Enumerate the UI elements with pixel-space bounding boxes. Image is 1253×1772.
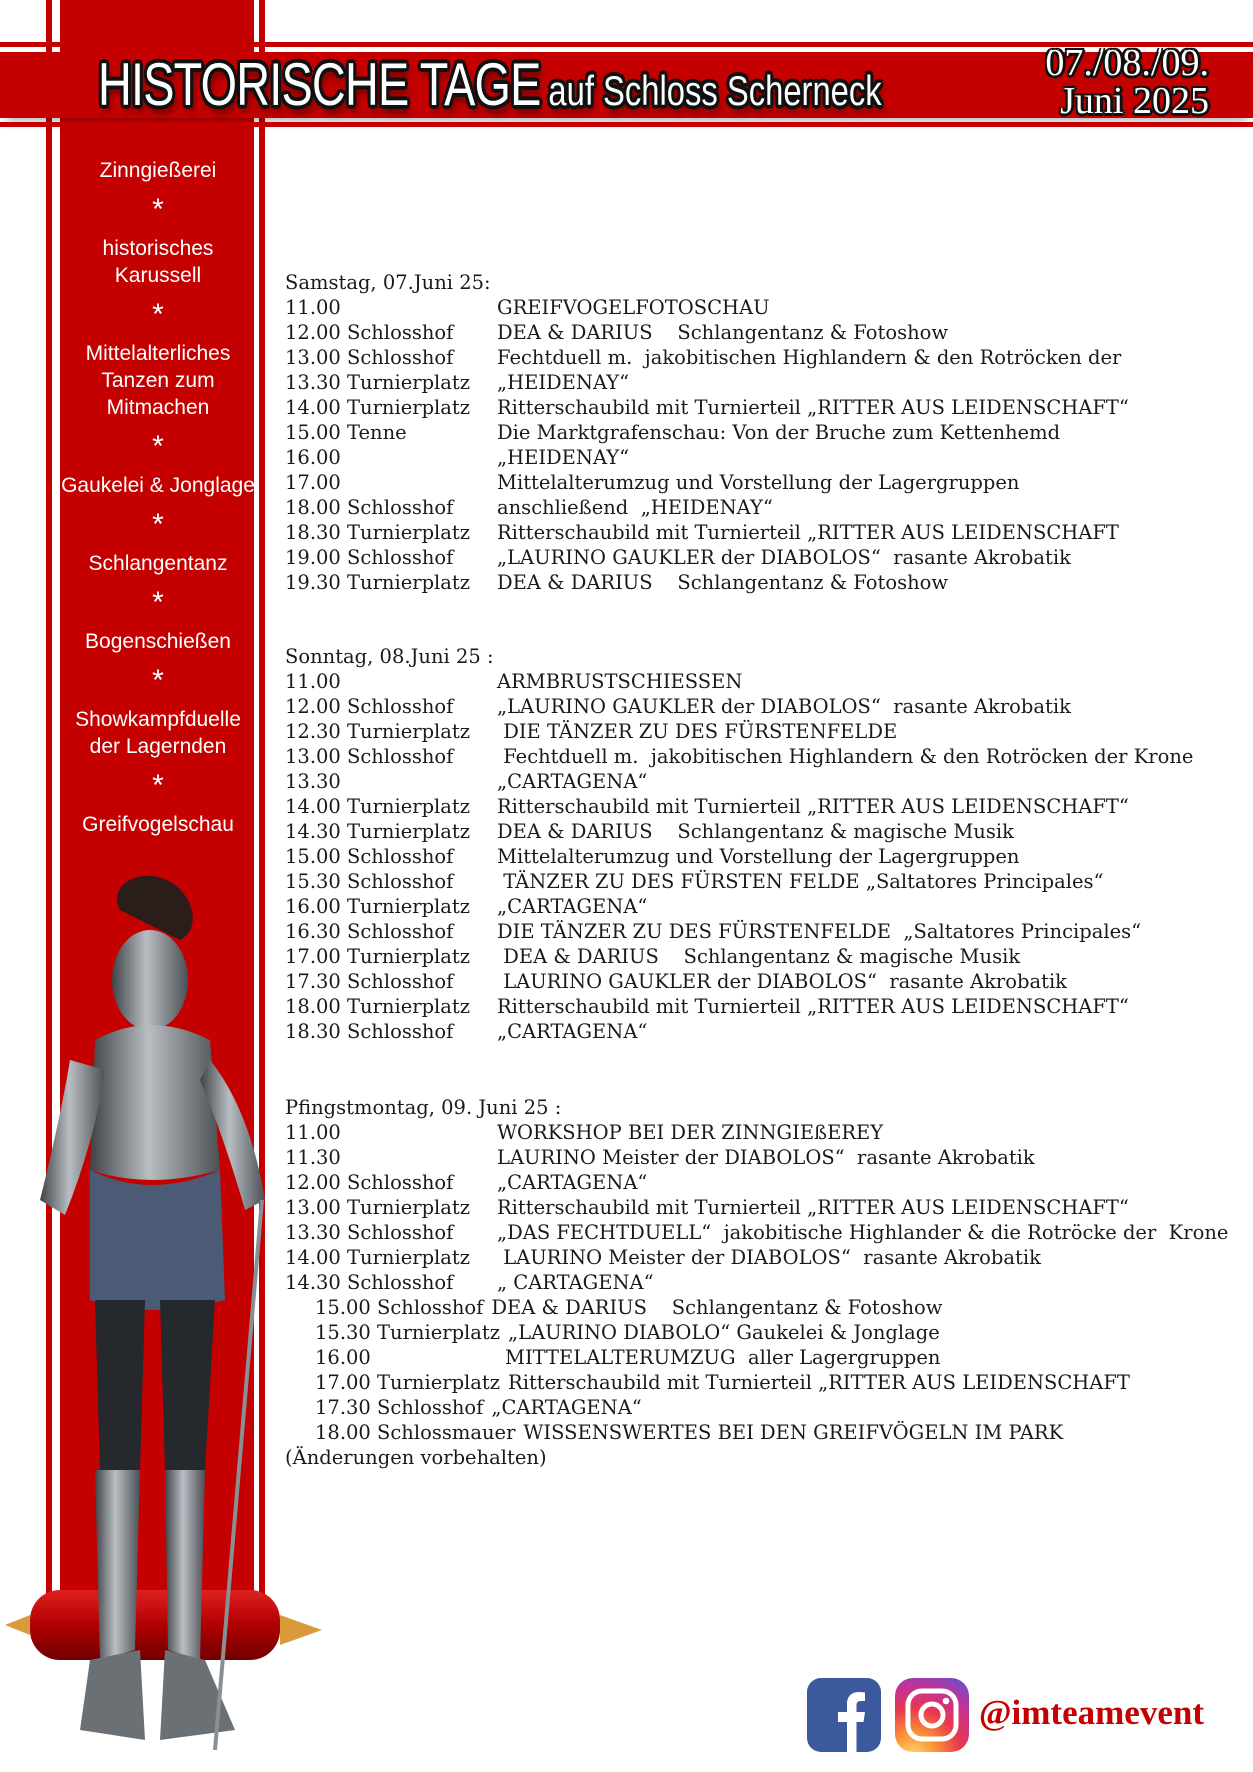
schedule-row [285, 1195, 1245, 1220]
attraction-item: Showkampfduelle der Lagernden [75, 708, 241, 758]
dates-days: 07./08./09. [1045, 42, 1209, 84]
program-description: Mittelalterumzug und Vorstellung der Lagergruppen [497, 845, 1020, 868]
schedule-row [285, 395, 1245, 420]
attraction-item: Schlangentanz [88, 552, 228, 575]
program-description: ARMBRUSTSCHIESSEN [497, 670, 743, 693]
schedule-row [285, 1420, 1245, 1445]
day-heading: Pfingstmontag, 09. Juni 25 : [285, 1096, 562, 1119]
program-description: Fechtduell m. jakobitischen Highlandern & den Rotröcken der Krone [497, 745, 1194, 768]
schedule-row [285, 1345, 1245, 1370]
time-location: 14.30 Turnierplatz [285, 820, 471, 843]
program-description: LAURINO Meister der DIABOLOS“ rasante Akrobatik [497, 1246, 1041, 1269]
schedule-row [285, 944, 1245, 969]
attraction-item: Bogenschießen [85, 630, 231, 653]
attraction-item: Mittelalterliches Tanzen zum Mitmachen [85, 342, 231, 419]
schedule-row [285, 669, 1245, 694]
time-location: 18.00 Schlosshof [285, 496, 454, 519]
schedule-row [285, 994, 1245, 1019]
page-title [98, 50, 882, 119]
program-description: LAURINO GAUKLER der DIABOLOS“ rasante Akrobatik [497, 970, 1067, 993]
attractions-list [52, 157, 264, 838]
program-description: TÄNZER ZU DES FÜRSTEN FELDE „Saltatores Principales“ [497, 870, 1104, 893]
program-description: Die Marktgrafenschau: Von der Bruche zum Kettenhemd [497, 421, 1061, 444]
schedule-row [285, 719, 1245, 744]
schedule-row [285, 545, 1245, 570]
dates-month-year: Juni 2025 [1060, 80, 1209, 122]
program-description: Ritterschaubild mit Turnierteil „RITTER AUS LEIDENSCHAFT“ [497, 1196, 1129, 1219]
program-description: „CARTAGENA“ [497, 1171, 648, 1194]
schedule-row [285, 869, 1245, 894]
schedule-sunday [285, 644, 1245, 1044]
separator-asterisk: * [152, 664, 164, 697]
program-description: Ritterschaubild mit Turnierteil „RITTER AUS LEIDENSCHAFT [497, 521, 1119, 544]
schedule-row [285, 1120, 1245, 1145]
time-location: 18.30 Turnierplatz [285, 521, 471, 544]
program-description: „LAURINO GAUKLER der DIABOLOS“ rasante Akrobatik [497, 546, 1071, 569]
time-location: 14.00 Turnierplatz [285, 1246, 471, 1269]
program-description: DEA & DARIUS Schlangentanz & Fotoshow [491, 1296, 943, 1319]
time-location: 12.00 Schlosshof [285, 321, 454, 344]
schedule-row [285, 1270, 1245, 1295]
time-location: 14.30 Schlosshof [285, 1271, 454, 1294]
instagram-icon[interactable] [895, 1678, 969, 1752]
day-heading: Sonntag, 08.Juni 25 : [285, 645, 494, 668]
time-location: 19.00 Schlosshof [285, 546, 454, 569]
schedule-row [285, 894, 1245, 919]
time-location: 15.00 Schlosshof [315, 1296, 484, 1319]
schedule-rows [285, 1120, 1245, 1295]
schedule-row [285, 345, 1245, 370]
separator-asterisk: * [152, 508, 164, 541]
separator-asterisk: * [152, 769, 164, 802]
attraction-item: Zinngießerei [99, 159, 217, 182]
program-description: DEA & DARIUS Schlangentanz & magische Musik [497, 945, 1021, 968]
header-stripe-bottom [0, 122, 1253, 127]
schedule-monday [285, 1095, 1245, 1470]
schedule-saturday [285, 270, 1245, 595]
program-description: Ritterschaubild mit Turnierteil „RITTER AUS LEIDENSCHAFT [508, 1371, 1130, 1394]
time-location: 17.00 [285, 471, 341, 494]
schedule-row [285, 320, 1245, 345]
time-location: 14.00 Turnierplatz [285, 795, 471, 818]
program-description: DIE TÄNZER ZU DES FÜRSTENFELDE [497, 720, 898, 743]
program-description: WORKSHOP BEI DER ZINNGIEßEREY [497, 1121, 884, 1144]
time-location: 13.30 [285, 770, 341, 793]
schedule-row [285, 744, 1245, 769]
time-location: 16.30 Schlosshof [285, 920, 454, 943]
time-location: 17.00 Turnierplatz [315, 1371, 501, 1394]
time-location: 15.30 Schlosshof [285, 870, 454, 893]
schedule-row [285, 370, 1245, 395]
schedule-row [285, 694, 1245, 719]
facebook-icon[interactable] [807, 1678, 881, 1752]
separator-asterisk: * [152, 193, 164, 226]
time-location: 13.30 Schlosshof [285, 1221, 454, 1244]
title-main: HISTORISCHE TAGE [98, 51, 541, 118]
attraction-item: Gaukelei & Jonglage [61, 474, 255, 497]
program-description: „CARTAGENA“ [491, 1396, 642, 1419]
schedule-row [285, 769, 1245, 794]
schedule-rows-inline [285, 1295, 1245, 1445]
separator-asterisk: * [152, 298, 164, 331]
schedule-row [285, 1220, 1245, 1245]
program-description: DEA & DARIUS Schlangentanz & magische Musik [497, 820, 1014, 843]
time-location: 15.00 Schlosshof [285, 845, 454, 868]
time-location: 13.00 Schlosshof [285, 745, 454, 768]
program-description: „DAS FECHTDUELL“ jakobitische Highlander & die Rotröcke der Krone [497, 1221, 1229, 1244]
time-location: 13.30 Turnierplatz [285, 371, 471, 394]
schedule-row [285, 794, 1245, 819]
attraction-item: historisches Karussell [102, 237, 214, 287]
program-description: „HEIDENAY“ [497, 446, 630, 469]
schedule-row [285, 1395, 1245, 1420]
changes-note: (Änderungen vorbehalten) [285, 1446, 547, 1469]
time-location: 16.00 Turnierplatz [285, 895, 471, 918]
schedule-rows [285, 669, 1245, 1044]
program-description: „LAURINO DIABOLO“ Gaukelei & Jonglage [508, 1321, 940, 1344]
schedule-row [285, 445, 1245, 470]
schedule-row [285, 570, 1245, 595]
schedule-row [285, 819, 1245, 844]
program-description: „ CARTAGENA“ [497, 1271, 654, 1294]
title-sub: auf Schloss Scherneck [548, 67, 882, 114]
schedule-row [285, 1145, 1245, 1170]
event-dates [1045, 44, 1209, 120]
program-description: GREIFVOGELFOTOSCHAU [497, 296, 770, 319]
time-location: 17.00 Turnierplatz [285, 945, 471, 968]
time-location: 18.00 Schlossmauer [315, 1421, 516, 1444]
time-location: 14.00 Turnierplatz [285, 396, 471, 419]
time-location: 19.30 Turnierplatz [285, 571, 471, 594]
schedule-row [285, 470, 1245, 495]
program-description: „LAURINO GAUKLER der DIABOLOS“ rasante Akrobatik [497, 695, 1071, 718]
time-location: 13.00 Schlosshof [285, 346, 454, 369]
schedule-row [285, 1295, 1245, 1320]
time-location: 18.00 Turnierplatz [285, 995, 471, 1018]
program-description: DIE TÄNZER ZU DES FÜRSTENFELDE „Saltatores Principales“ [497, 920, 1142, 943]
schedule-row [285, 844, 1245, 869]
time-location: 11.00 [285, 1121, 341, 1144]
separator-asterisk: * [152, 430, 164, 463]
time-location: 17.30 Schlosshof [285, 970, 454, 993]
separator-asterisk: * [152, 586, 164, 619]
day-heading: Samstag, 07.Juni 25: [285, 271, 491, 294]
program-description: Ritterschaubild mit Turnierteil „RITTER AUS LEIDENSCHAFT“ [497, 795, 1129, 818]
scroll-roll [5, 1590, 322, 1660]
time-location: 12.00 Schlosshof [285, 1171, 454, 1194]
program-description: anschließend „HEIDENAY“ [497, 496, 773, 519]
time-location: 15.00 Tenne [285, 421, 407, 444]
time-location: 15.30 Turnierplatz [315, 1321, 501, 1344]
program-description: MITTELALTERUMZUG aller Lagergruppen [505, 1346, 941, 1369]
schedule-row [285, 295, 1245, 320]
time-location: 12.00 Schlosshof [285, 695, 454, 718]
time-location: 11.00 [285, 296, 341, 319]
time-location: 17.30 Schlosshof [315, 1396, 484, 1419]
schedule-row [285, 969, 1245, 994]
schedule-row [285, 1170, 1245, 1195]
schedule-row [285, 1320, 1245, 1345]
time-location: 12.30 Turnierplatz [285, 720, 471, 743]
program-description: DEA & DARIUS Schlangentanz & Fotoshow [497, 321, 949, 344]
program-description: LAURINO Meister der DIABOLOS“ rasante Akrobatik [497, 1146, 1035, 1169]
program-description: „CARTAGENA“ [497, 895, 648, 918]
schedule-row [285, 420, 1245, 445]
schedule-row [285, 1245, 1245, 1270]
program-description: Mittelalterumzug und Vorstellung der Lagergruppen [497, 471, 1020, 494]
time-location: 16.00 [315, 1346, 371, 1369]
program-description: „CARTAGENA“ [497, 770, 648, 793]
schedule-row [285, 919, 1245, 944]
program-description: „CARTAGENA“ [497, 1020, 648, 1043]
time-location: 13.00 Turnierplatz [285, 1196, 471, 1219]
schedule-row [285, 1019, 1245, 1044]
schedule-row [285, 520, 1245, 545]
social-handle[interactable]: @imteamevent [979, 1693, 1204, 1732]
program-description: Ritterschaubild mit Turnierteil „RITTER AUS LEIDENSCHAFT“ [497, 995, 1129, 1018]
program-description: WISSENSWERTES BEI DEN GREIFVÖGELN IM PARK [523, 1421, 1064, 1444]
time-location: 18.30 Schlosshof [285, 1020, 454, 1043]
program-description: „HEIDENAY“ [497, 371, 630, 394]
schedule-row [285, 1370, 1245, 1395]
program-description: Fechtduell m. jakobitischen Highlandern & den Rotröcken der [497, 346, 1122, 369]
schedule-rows [285, 295, 1245, 595]
time-location: 11.00 [285, 670, 341, 693]
program-description: Ritterschaubild mit Turnierteil „RITTER AUS LEIDENSCHAFT“ [497, 396, 1129, 419]
schedule-row [285, 495, 1245, 520]
attraction-item: Greifvogelschau [82, 813, 234, 836]
time-location: 11.30 [285, 1146, 341, 1169]
time-location: 16.00 [285, 446, 341, 469]
program-description: DEA & DARIUS Schlangentanz & Fotoshow [497, 571, 949, 594]
